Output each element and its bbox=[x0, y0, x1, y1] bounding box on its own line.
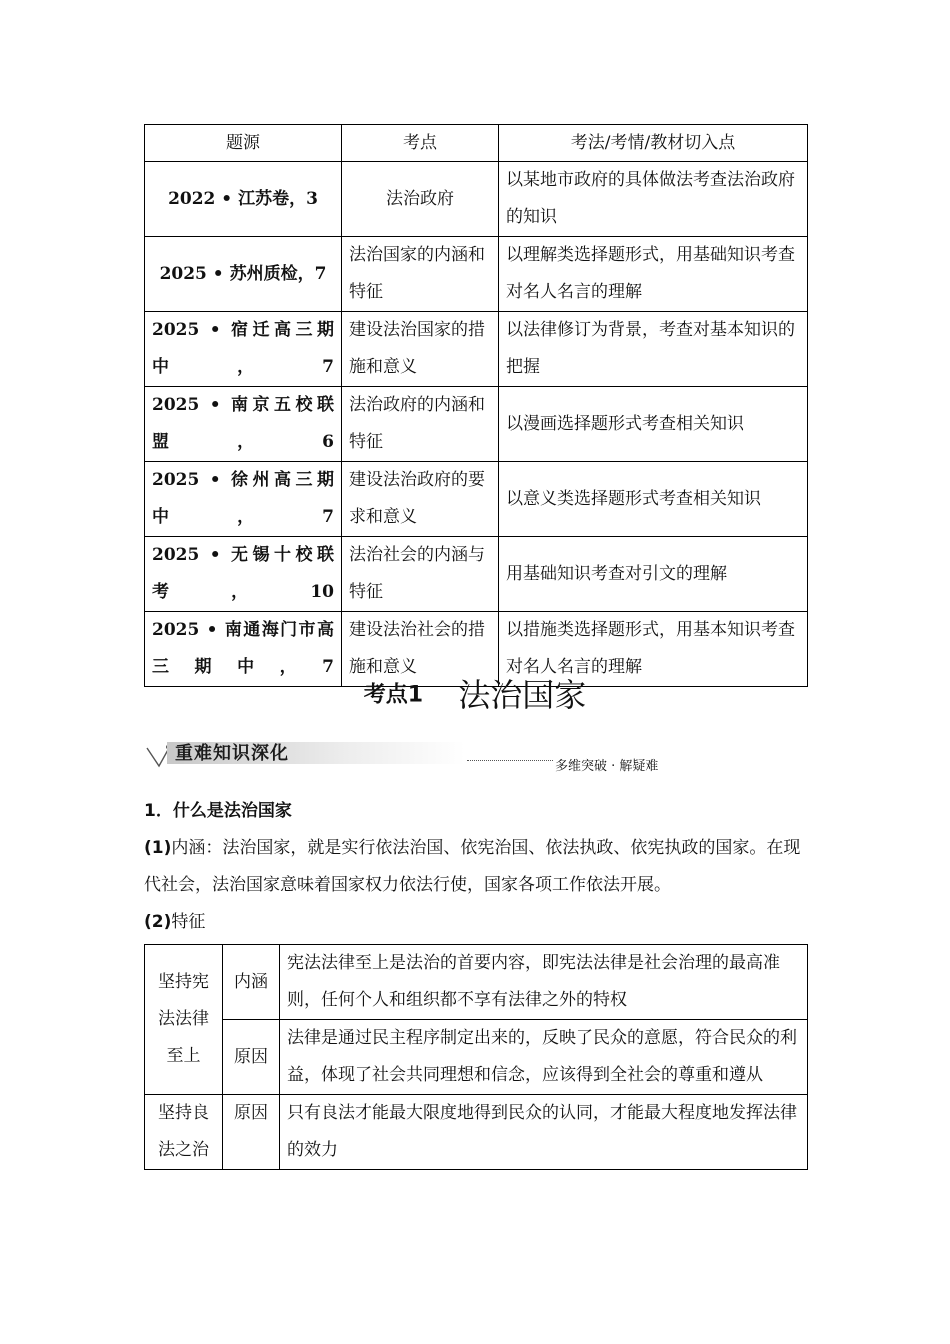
cell-approach: 用基础知识考查对引文的理解 bbox=[499, 537, 808, 612]
cell-topic: 建设法治政府的要求和意义 bbox=[342, 462, 499, 537]
paragraph-text: 内涵：法治国家，就是实行依法治国、依宪治国、依法执政、依宪执政的国家。在现代社会，法治国家意味着国家权力依法行使，国家各项工作依法开展。 bbox=[144, 838, 801, 895]
cell-topic: 建设法治社会的措施和意义 bbox=[342, 612, 499, 687]
cell-approach: 以理解类选择题形式，用基础知识考查对名人名言的理解 bbox=[499, 237, 808, 312]
cell-topic: 法治政府的内涵和特征 bbox=[342, 387, 499, 462]
header-source: 题源 bbox=[145, 125, 342, 162]
knowledge-banner bbox=[145, 738, 659, 774]
row-text: 宪法法律至上是法治的首要内容，即宪法法律是社会治理的最高准则，任何个人和组织都不享有法律之外的特权 bbox=[280, 945, 808, 1020]
paragraph-label: (1) bbox=[144, 838, 172, 858]
cell-source: 2022 • 江苏卷，3 bbox=[145, 162, 342, 237]
banner-title: 重难知识深化 bbox=[175, 743, 289, 764]
row-label: 原因 bbox=[223, 1020, 280, 1095]
cell-topic: 法治政府 bbox=[342, 162, 499, 237]
paragraph-text: 特征 bbox=[171, 912, 206, 932]
exam-source-table bbox=[144, 124, 808, 687]
table-row bbox=[145, 387, 808, 462]
features-table bbox=[144, 944, 808, 1170]
body-text bbox=[144, 793, 807, 941]
cell-source: 2025 • 徐州高三期中，7 bbox=[145, 462, 342, 537]
cell-source: 2025 • 南通海门市高三期中，7 bbox=[145, 612, 342, 687]
row-label: 内涵 bbox=[223, 945, 280, 1020]
paragraph-features bbox=[144, 904, 807, 941]
table-row bbox=[145, 537, 808, 612]
banner-dotted-line bbox=[467, 760, 553, 761]
table-row bbox=[145, 237, 808, 312]
question-heading: 1．什么是法治国家 bbox=[144, 801, 292, 821]
cell-approach: 以意义类选择题形式考查相关知识 bbox=[499, 462, 808, 537]
cell-topic: 法治国家的内涵和特征 bbox=[342, 237, 499, 312]
table-row bbox=[145, 1095, 808, 1170]
cell-approach: 以漫画选择题形式考查相关知识 bbox=[499, 387, 808, 462]
table-row bbox=[145, 1020, 808, 1095]
paragraph-label: (2) bbox=[144, 912, 172, 932]
row-text: 只有良法才能最大限度地得到民众的认同，才能最大程度地发挥法律的效力 bbox=[280, 1095, 808, 1170]
cell-approach: 以法律修订为背景，考查对基本知识的把握 bbox=[499, 312, 808, 387]
banner-subtitle: 多维突破 · 解疑难 bbox=[555, 759, 659, 774]
section-heading bbox=[0, 670, 950, 716]
category-good-law: 坚持良法之治 bbox=[145, 1095, 223, 1170]
cell-topic: 建设法治国家的措施和意义 bbox=[342, 312, 499, 387]
paragraph-connotation bbox=[144, 830, 807, 904]
section-number: 考点1 bbox=[363, 682, 424, 708]
cell-topic: 法治社会的内涵与特征 bbox=[342, 537, 499, 612]
section-title: 法治国家 bbox=[458, 676, 587, 714]
cell-approach: 以措施类选择题形式，用基本知识考查对名人名言的理解 bbox=[499, 612, 808, 687]
header-topic: 考点 bbox=[342, 125, 499, 162]
row-text: 法律是通过民主程序制定出来的，反映了民众的意愿，符合民众的利益，体现了社会共同理想和信念，应该得到全社会的尊重和遵从 bbox=[280, 1020, 808, 1095]
cell-source: 2025 • 宿迁高三期中，7 bbox=[145, 312, 342, 387]
category-constitution-supremacy: 坚持宪法法律至上 bbox=[145, 945, 223, 1095]
table-header-row bbox=[145, 125, 808, 162]
table-row bbox=[145, 162, 808, 237]
table-row bbox=[145, 312, 808, 387]
cell-approach: 以某地市政府的具体做法考查法治政府的知识 bbox=[499, 162, 808, 237]
row-label: 原因 bbox=[223, 1095, 280, 1170]
cell-source: 2025 • 苏州质检，7 bbox=[145, 237, 342, 312]
table-row bbox=[145, 945, 808, 1020]
table-row bbox=[145, 462, 808, 537]
cell-source: 2025 • 无锡十校联考，10 bbox=[145, 537, 342, 612]
header-approach: 考法/考情/教材切入点 bbox=[499, 125, 808, 162]
cell-source: 2025 • 南京五校联盟，6 bbox=[145, 387, 342, 462]
